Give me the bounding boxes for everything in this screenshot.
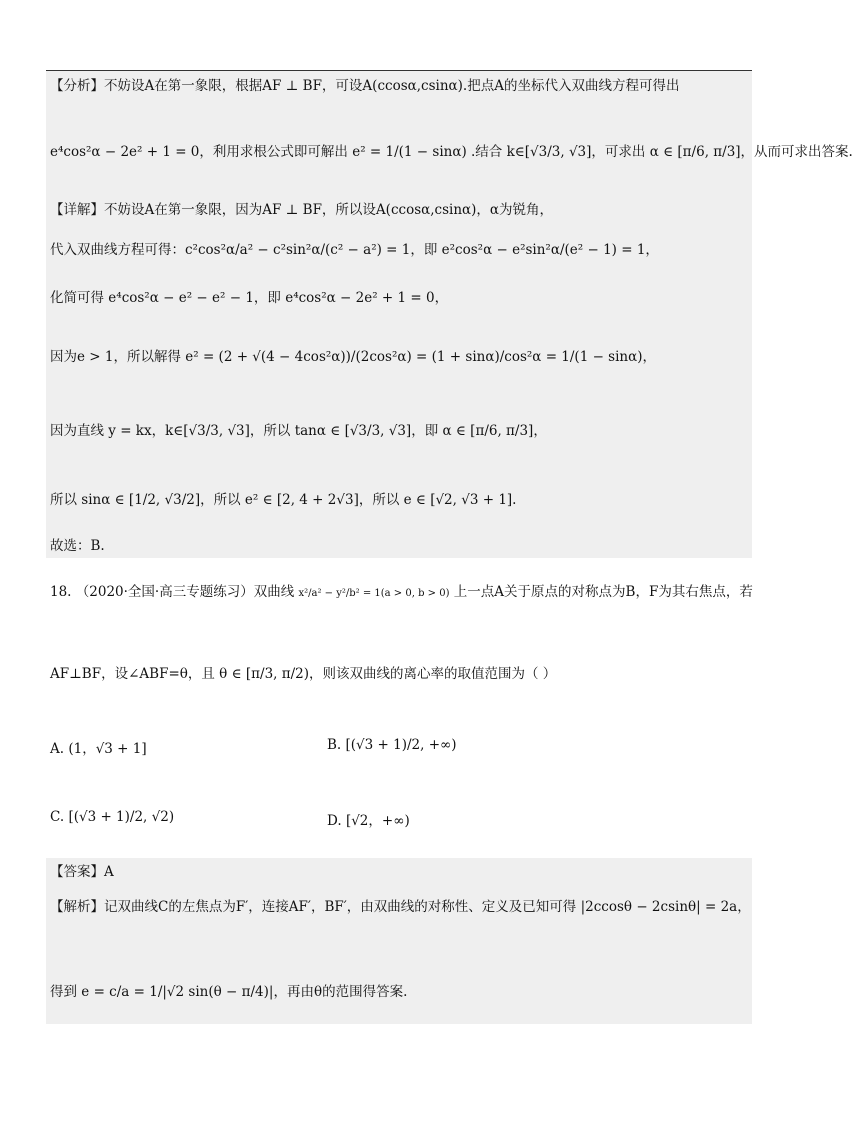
option-a bbox=[50, 737, 147, 757]
detail-title: 【详解】不妨设A在第一象限，因为AF ⊥ BF，所以设A(ccosα,csinα)，α为锐角， bbox=[50, 202, 554, 218]
solution-line-2: 得到 e = c/a = 1/|√2 sin(θ − π/4)|，再由θ的范围得答案. bbox=[50, 984, 408, 1000]
question-source: 18. （2020·全国·高三专题练习）双曲线 bbox=[50, 584, 295, 600]
option-a-text: (1，√3 + 1] bbox=[68, 741, 147, 757]
option-d-text: [√2，+∞) bbox=[345, 813, 410, 829]
analysis-eq-2: e² = 1/(1 − sinα) bbox=[352, 144, 467, 160]
option-b-text: [(√3 + 1)/2, +∞) bbox=[345, 737, 457, 753]
detail-line-1: 代入双曲线方程可得：c²cos²α/a² − c²sin²α/(c² − a²) = 1，即 e²cos²α − e²sin²α/(e² − 1) = 1， bbox=[50, 242, 659, 258]
top-rule bbox=[46, 70, 752, 71]
solution-line-1: 【解析】记双曲线C的左焦点为F′，连接AF′，BF′，由双曲线的对称性、定义及已知可得 |2ccosθ − 2csinθ| = 2a， bbox=[50, 899, 751, 915]
option-d bbox=[327, 809, 410, 829]
option-b bbox=[327, 737, 457, 753]
hyperbola-equation: x²/a² − y²/b² = 1(a > 0, b > 0) bbox=[298, 588, 450, 599]
option-a-label: A. bbox=[50, 741, 65, 757]
detail-line-4: 因为直线 y = kx，k∈[√3/3, √3]，所以 tanα ∈ [√3/3, √3]，即 α ∈ [π/6, π/3]， bbox=[50, 423, 547, 439]
analysis-line-2 bbox=[50, 142, 853, 162]
detail-line-2: 化简可得 e⁴cos²α − e² − e² − 1，即 e⁴cos²α − 2e² + 1 = 0， bbox=[50, 290, 449, 306]
detail-line-5: 所以 sinα ∈ [1/2, √3/2]，所以 e² ∈ [2, 4 + 2√3]，所以 e ∈ [√2, √3 + 1]. bbox=[50, 492, 517, 508]
option-d-label: D. bbox=[327, 813, 342, 829]
question-condition: 上一点A关于原点的对称点为B，F为其右焦点，若 bbox=[453, 584, 753, 600]
analysis-eq-3: .结合 k∈[√3/3, √3]，可求出 bbox=[471, 144, 646, 160]
analysis-eq-4: α ∈ [π/6, π/3]，从而可求出答案. bbox=[649, 144, 853, 160]
detail-line-3: 因为e > 1，所以解得 e² = (2 + √(4 − 4cos²α))/(2cos²α) = (1 + sinα)/cos²α = 1/(1 − sinα)， bbox=[50, 349, 657, 365]
question-line-1 bbox=[50, 582, 753, 604]
option-c-text: [(√3 + 1)/2, √2) bbox=[68, 809, 175, 825]
option-c-label: C. bbox=[50, 809, 65, 825]
option-c bbox=[50, 809, 174, 825]
answer-line: 【答案】A bbox=[50, 864, 114, 880]
option-b-label: B. bbox=[327, 737, 342, 753]
analysis-line-1: 【分析】不妨设A在第一象限，根据AF ⊥ BF，可设A(ccosα,csinα).把点A的坐标代入双曲线方程可得出 bbox=[50, 78, 680, 94]
analysis-eq-1: e⁴cos²α − 2e² + 1 = 0，利用求根公式即可解出 bbox=[50, 144, 348, 160]
choice-line: 故选：B. bbox=[50, 538, 105, 554]
question-line-2: AF⊥BF，设∠ABF=θ，且 θ ∈ [π/3, π/2)，则该双曲线的离心率的取值范围为（ ） bbox=[50, 666, 557, 682]
